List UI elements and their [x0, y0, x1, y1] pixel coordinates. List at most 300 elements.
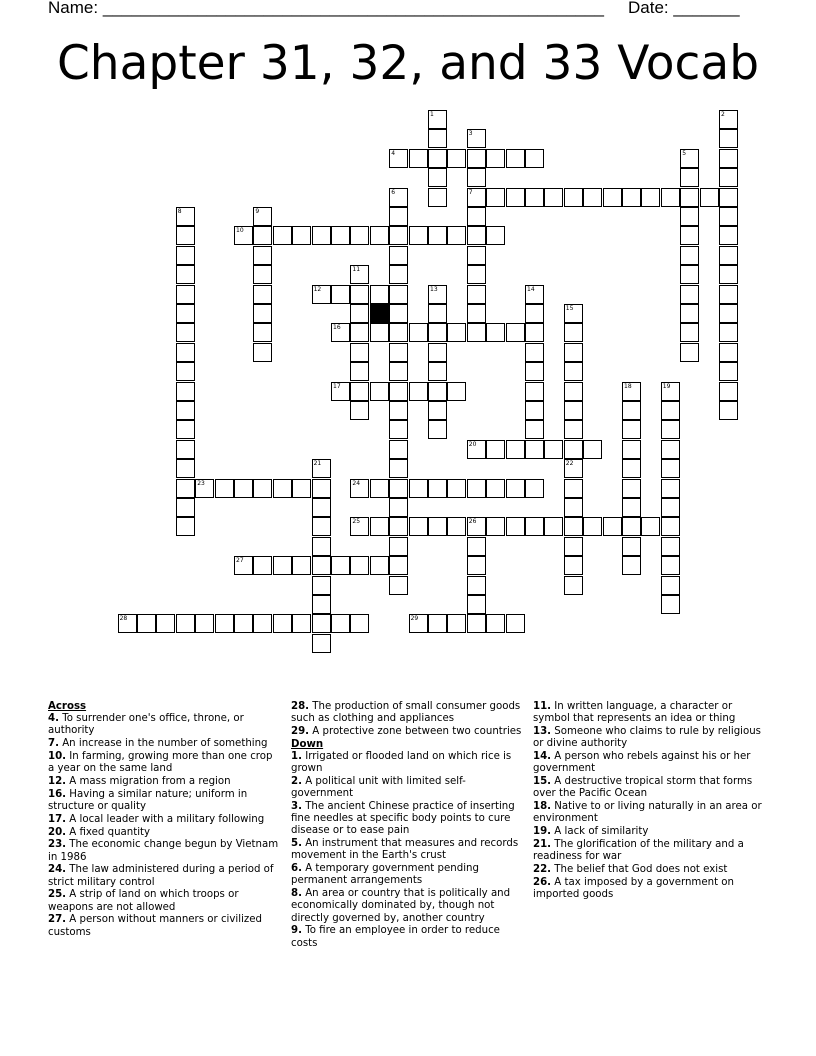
- grid-cell[interactable]: [331, 323, 350, 342]
- clue-num: 12.: [48, 776, 67, 787]
- clue-text: A protective zone between two countries: [309, 726, 522, 737]
- grid-cell[interactable]: [389, 246, 408, 265]
- grid-cell[interactable]: [486, 149, 505, 168]
- grid-cell[interactable]: [389, 440, 408, 459]
- grid-cell[interactable]: [525, 440, 544, 459]
- grid-cell[interactable]: [680, 226, 699, 245]
- grid-cell[interactable]: [428, 226, 447, 245]
- grid-cell[interactable]: [428, 517, 447, 536]
- clue-text: A political unit with limited self-government: [291, 776, 466, 800]
- grid-cell[interactable]: [331, 226, 350, 245]
- grid-cell[interactable]: [350, 382, 369, 401]
- grid-cell[interactable]: [312, 595, 331, 614]
- grid-cell[interactable]: [156, 614, 175, 633]
- grid-cell[interactable]: [389, 226, 408, 245]
- grid-cell[interactable]: [603, 517, 622, 536]
- grid-cell[interactable]: [719, 226, 738, 245]
- grid-cell[interactable]: [118, 614, 137, 633]
- grid-cell[interactable]: [525, 401, 544, 420]
- grid-cell[interactable]: [350, 614, 369, 633]
- grid-cell[interactable]: [603, 188, 622, 207]
- across-clue: [48, 789, 280, 813]
- grid-cell[interactable]: [428, 188, 447, 207]
- grid-cell[interactable]: [389, 149, 408, 168]
- grid-cell[interactable]: [467, 556, 486, 575]
- grid-cell[interactable]: [719, 246, 738, 265]
- grid-cell[interactable]: [389, 537, 408, 556]
- grid-cell[interactable]: [176, 285, 195, 304]
- grid-cell[interactable]: [428, 110, 447, 129]
- grid-cell[interactable]: [409, 323, 428, 342]
- grid-cell[interactable]: [389, 323, 408, 342]
- grid-cell[interactable]: [409, 149, 428, 168]
- grid-cell[interactable]: [428, 323, 447, 342]
- grid-cell[interactable]: [312, 634, 331, 653]
- grid-cell[interactable]: [312, 537, 331, 556]
- grid-cell[interactable]: [292, 479, 311, 498]
- grid-cell[interactable]: [428, 362, 447, 381]
- grid-cell[interactable]: [389, 498, 408, 517]
- grid-cell[interactable]: [215, 479, 234, 498]
- grid-cell[interactable]: [661, 498, 680, 517]
- grid-cell[interactable]: [622, 420, 641, 439]
- grid-cell[interactable]: [370, 517, 389, 536]
- grid-cell[interactable]: [176, 517, 195, 536]
- grid-cell[interactable]: [719, 149, 738, 168]
- grid-cell[interactable]: [641, 517, 660, 536]
- grid-cell[interactable]: [467, 323, 486, 342]
- grid-cell[interactable]: [389, 343, 408, 362]
- grid-cell[interactable]: [583, 440, 602, 459]
- grid-cell[interactable]: [331, 614, 350, 633]
- grid-cell[interactable]: [350, 401, 369, 420]
- grid-cell[interactable]: [544, 440, 563, 459]
- grid-cell[interactable]: [680, 304, 699, 323]
- clue-text: In farming, growing more than one crop a year on the same land: [48, 751, 273, 775]
- grid-cell[interactable]: [506, 614, 525, 633]
- grid-cell[interactable]: [467, 614, 486, 633]
- grid-cell[interactable]: [467, 188, 486, 207]
- grid-cell[interactable]: [525, 517, 544, 536]
- grid-cell[interactable]: [350, 265, 369, 284]
- grid-cell[interactable]: [428, 129, 447, 148]
- clues-column-1: [48, 701, 280, 939]
- grid-cell[interactable]: [176, 479, 195, 498]
- grid-cell[interactable]: [661, 479, 680, 498]
- grid-cell[interactable]: [564, 517, 583, 536]
- clue-num: 4.: [48, 713, 59, 725]
- grid-cell[interactable]: [389, 556, 408, 575]
- grid-cell[interactable]: [525, 343, 544, 362]
- clue-num: 23.: [48, 839, 67, 851]
- grid-cell[interactable]: [409, 226, 428, 245]
- black-square: [370, 304, 389, 323]
- grid-cell[interactable]: [564, 188, 583, 207]
- grid-cell[interactable]: [719, 207, 738, 226]
- page-title: Chapter 31, 32, and 33 Vocab: [56, 36, 760, 91]
- grid-cell[interactable]: [331, 556, 350, 575]
- grid-cell[interactable]: [176, 362, 195, 381]
- grid-cell[interactable]: [195, 614, 214, 633]
- grid-cell[interactable]: [234, 226, 253, 245]
- grid-cell[interactable]: [312, 614, 331, 633]
- grid-cell[interactable]: [525, 149, 544, 168]
- clue-text: The ancient Chinese practice of inserting fine needles at specific body points to cure disease or to ease pain: [291, 801, 515, 837]
- grid-cell[interactable]: [350, 479, 369, 498]
- grid-cell[interactable]: [312, 576, 331, 595]
- clue-text: A strip of land on which troops or weapons are not allowed: [48, 889, 239, 913]
- grid-cell[interactable]: [176, 459, 195, 478]
- grid-cell[interactable]: [409, 479, 428, 498]
- clue-text: Native to or living naturally in an area or environment: [533, 801, 762, 825]
- grid-cell[interactable]: [428, 479, 447, 498]
- clue-number: 1: [430, 111, 434, 118]
- clue-text: A person who rebels against his or her government: [533, 751, 751, 775]
- grid-cell[interactable]: [661, 537, 680, 556]
- grid-cell[interactable]: [486, 440, 505, 459]
- grid-cell[interactable]: [292, 614, 311, 633]
- grid-cell[interactable]: [312, 226, 331, 245]
- grid-cell[interactable]: [467, 440, 486, 459]
- grid-cell[interactable]: [350, 323, 369, 342]
- grid-cell[interactable]: [312, 479, 331, 498]
- grid-cell[interactable]: [622, 382, 641, 401]
- grid-cell[interactable]: [273, 226, 292, 245]
- grid-cell[interactable]: [176, 207, 195, 226]
- grid-cell[interactable]: [447, 479, 466, 498]
- grid-cell[interactable]: [661, 517, 680, 536]
- grid-cell[interactable]: [525, 420, 544, 439]
- grid-cell[interactable]: [467, 265, 486, 284]
- grid-cell[interactable]: [195, 479, 214, 498]
- grid-cell[interactable]: [389, 517, 408, 536]
- grid-cell[interactable]: [253, 304, 272, 323]
- grid-cell[interactable]: [370, 556, 389, 575]
- grid-cell[interactable]: [234, 614, 253, 633]
- grid-cell[interactable]: [506, 149, 525, 168]
- grid-cell[interactable]: [486, 188, 505, 207]
- grid-cell[interactable]: [564, 479, 583, 498]
- grid-cell[interactable]: [409, 614, 428, 633]
- grid-cell[interactable]: [389, 188, 408, 207]
- grid-cell[interactable]: [312, 459, 331, 478]
- grid-cell[interactable]: [661, 440, 680, 459]
- grid-cell[interactable]: [176, 323, 195, 342]
- grid-cell[interactable]: [253, 323, 272, 342]
- grid-cell[interactable]: [389, 285, 408, 304]
- grid-cell[interactable]: [719, 129, 738, 148]
- grid-cell[interactable]: [680, 168, 699, 187]
- grid-cell[interactable]: [467, 226, 486, 245]
- grid-cell[interactable]: [350, 343, 369, 362]
- grid-cell[interactable]: [370, 226, 389, 245]
- grid-cell[interactable]: [564, 576, 583, 595]
- grid-cell[interactable]: [447, 614, 466, 633]
- clue-number: 20: [468, 440, 477, 448]
- grid-cell[interactable]: [622, 517, 641, 536]
- grid-cell[interactable]: [176, 265, 195, 284]
- grid-cell[interactable]: [583, 517, 602, 536]
- grid-cell[interactable]: [700, 188, 719, 207]
- grid-cell[interactable]: [506, 517, 525, 536]
- grid-cell[interactable]: [680, 246, 699, 265]
- clue-text: Irrigated or flooded land on which rice is grown: [291, 751, 512, 775]
- across-clue: [48, 839, 280, 863]
- grid-cell[interactable]: [389, 382, 408, 401]
- grid-cell[interactable]: [719, 343, 738, 362]
- down-clue: [291, 801, 523, 838]
- grid-cell[interactable]: [467, 149, 486, 168]
- grid-cell[interactable]: [176, 226, 195, 245]
- grid-cell[interactable]: [622, 537, 641, 556]
- grid-cell[interactable]: [486, 517, 505, 536]
- grid-cell[interactable]: [253, 226, 272, 245]
- grid-cell[interactable]: [253, 614, 272, 633]
- grid-cell[interactable]: [331, 382, 350, 401]
- grid-cell[interactable]: [506, 323, 525, 342]
- grid-cell[interactable]: [253, 207, 272, 226]
- grid-cell[interactable]: [525, 304, 544, 323]
- clue-number: 16: [333, 324, 341, 332]
- grid-cell[interactable]: [292, 556, 311, 575]
- grid-cell[interactable]: [719, 304, 738, 323]
- grid-cell[interactable]: [234, 479, 253, 498]
- grid-cell[interactable]: [389, 401, 408, 420]
- clue-text: The belief that God does not exist: [551, 863, 728, 875]
- grid-cell[interactable]: [428, 168, 447, 187]
- clue-number: 8: [177, 208, 182, 215]
- grid-cell[interactable]: [661, 459, 680, 478]
- grid-cell[interactable]: [447, 226, 466, 245]
- grid-cell[interactable]: [389, 207, 408, 226]
- grid-cell[interactable]: [428, 614, 447, 633]
- grid-cell[interactable]: [428, 420, 447, 439]
- grid-cell[interactable]: [661, 556, 680, 575]
- grid-cell[interactable]: [176, 382, 195, 401]
- grid-cell[interactable]: [428, 401, 447, 420]
- grid-cell[interactable]: [467, 576, 486, 595]
- grid-cell[interactable]: [467, 207, 486, 226]
- clue-text: To surrender one's office, throne, or authority: [48, 713, 244, 737]
- grid-cell[interactable]: [467, 517, 486, 536]
- across-clue: [48, 889, 280, 913]
- grid-cell[interactable]: [176, 614, 195, 633]
- grid-cell[interactable]: [719, 401, 738, 420]
- grid-cell[interactable]: [661, 420, 680, 439]
- grid-cell[interactable]: [176, 246, 195, 265]
- grid-cell[interactable]: [428, 382, 447, 401]
- grid-cell[interactable]: [292, 226, 311, 245]
- grid-cell[interactable]: [253, 285, 272, 304]
- grid-cell[interactable]: [525, 382, 544, 401]
- grid-cell[interactable]: [564, 498, 583, 517]
- grid-cell[interactable]: [486, 479, 505, 498]
- grid-cell[interactable]: [447, 382, 466, 401]
- grid-cell[interactable]: [389, 362, 408, 381]
- grid-cell[interactable]: [719, 110, 738, 129]
- grid-cell[interactable]: [680, 285, 699, 304]
- grid-cell[interactable]: [661, 382, 680, 401]
- grid-cell[interactable]: [564, 362, 583, 381]
- grid-cell[interactable]: [622, 401, 641, 420]
- grid-cell[interactable]: [447, 149, 466, 168]
- grid-cell[interactable]: [176, 420, 195, 439]
- grid-cell[interactable]: [661, 188, 680, 207]
- grid-cell[interactable]: [467, 246, 486, 265]
- grid-cell[interactable]: [680, 207, 699, 226]
- grid-cell[interactable]: [622, 459, 641, 478]
- grid-cell[interactable]: [137, 614, 156, 633]
- grid-cell[interactable]: [641, 188, 660, 207]
- grid-cell[interactable]: [215, 614, 234, 633]
- grid-cell[interactable]: [350, 556, 369, 575]
- grid-cell[interactable]: [583, 188, 602, 207]
- grid-cell[interactable]: [176, 304, 195, 323]
- grid-cell[interactable]: [428, 343, 447, 362]
- grid-cell[interactable]: [370, 382, 389, 401]
- grid-cell[interactable]: [370, 285, 389, 304]
- down-clue: [533, 776, 765, 800]
- grid-cell[interactable]: [234, 556, 253, 575]
- clue-number: 27: [236, 557, 244, 565]
- grid-cell[interactable]: [273, 479, 292, 498]
- grid-cell[interactable]: [273, 614, 292, 633]
- grid-cell[interactable]: [622, 479, 641, 498]
- grid-cell[interactable]: [564, 459, 583, 478]
- clue-num: 25.: [48, 889, 67, 901]
- clue-number: 4: [391, 149, 396, 157]
- grid-cell[interactable]: [350, 285, 369, 304]
- grid-cell[interactable]: [467, 168, 486, 187]
- clue-number: 21: [313, 460, 322, 468]
- grid-cell[interactable]: [661, 595, 680, 614]
- grid-cell[interactable]: [312, 556, 331, 575]
- clue-num: 19.: [533, 826, 552, 837]
- grid-cell[interactable]: [564, 304, 583, 323]
- grid-cell[interactable]: [680, 188, 699, 207]
- grid-cell[interactable]: [719, 382, 738, 401]
- grid-cell[interactable]: [389, 420, 408, 439]
- grid-cell[interactable]: [253, 343, 272, 362]
- grid-cell[interactable]: [350, 304, 369, 323]
- grid-cell[interactable]: [661, 576, 680, 595]
- grid-cell[interactable]: [564, 401, 583, 420]
- grid-cell[interactable]: [564, 556, 583, 575]
- across-clue: [48, 864, 280, 888]
- grid-cell[interactable]: [564, 440, 583, 459]
- grid-cell[interactable]: [467, 537, 486, 556]
- grid-cell[interactable]: [467, 285, 486, 304]
- grid-cell[interactable]: [467, 479, 486, 498]
- grid-cell[interactable]: [389, 265, 408, 284]
- grid-cell[interactable]: [389, 479, 408, 498]
- grid-cell[interactable]: [525, 285, 544, 304]
- grid-cell[interactable]: [506, 440, 525, 459]
- grid-cell[interactable]: [467, 304, 486, 323]
- clue-num: 24.: [48, 864, 67, 876]
- grid-cell[interactable]: [525, 362, 544, 381]
- clue-num: 10.: [48, 751, 67, 762]
- grid-cell[interactable]: [176, 498, 195, 517]
- grid-cell[interactable]: [525, 188, 544, 207]
- grid-cell[interactable]: [350, 517, 369, 536]
- grid-cell[interactable]: [389, 576, 408, 595]
- grid-cell[interactable]: [719, 188, 738, 207]
- grid-cell[interactable]: [176, 343, 195, 362]
- grid-cell[interactable]: [680, 343, 699, 362]
- grid-cell[interactable]: [409, 382, 428, 401]
- grid-cell[interactable]: [389, 304, 408, 323]
- across-clue: [48, 776, 280, 788]
- grid-cell[interactable]: [350, 362, 369, 381]
- grid-cell[interactable]: [525, 479, 544, 498]
- grid-cell[interactable]: [253, 246, 272, 265]
- grid-cell[interactable]: [176, 440, 195, 459]
- grid-cell[interactable]: [486, 614, 505, 633]
- grid-cell[interactable]: [447, 517, 466, 536]
- grid-cell[interactable]: [486, 226, 505, 245]
- down-clue: [533, 839, 765, 863]
- grid-cell[interactable]: [409, 517, 428, 536]
- grid-cell[interactable]: [428, 304, 447, 323]
- grid-cell[interactable]: [467, 129, 486, 148]
- grid-cell[interactable]: [525, 323, 544, 342]
- grid-cell[interactable]: [331, 285, 350, 304]
- grid-cell[interactable]: [253, 265, 272, 284]
- grid-cell[interactable]: [428, 285, 447, 304]
- grid-cell[interactable]: [506, 188, 525, 207]
- grid-cell[interactable]: [719, 168, 738, 187]
- grid-cell[interactable]: [544, 517, 563, 536]
- grid-cell[interactable]: [719, 362, 738, 381]
- grid-cell[interactable]: [312, 285, 331, 304]
- grid-cell[interactable]: [370, 323, 389, 342]
- grid-cell[interactable]: [370, 479, 389, 498]
- grid-cell[interactable]: [680, 323, 699, 342]
- grid-cell[interactable]: [253, 556, 272, 575]
- grid-cell[interactable]: [622, 498, 641, 517]
- grid-cell[interactable]: [564, 420, 583, 439]
- grid-cell[interactable]: [622, 440, 641, 459]
- grid-cell[interactable]: [661, 401, 680, 420]
- grid-cell[interactable]: [564, 343, 583, 362]
- grid-cell[interactable]: [719, 265, 738, 284]
- grid-cell[interactable]: [428, 149, 447, 168]
- grid-cell[interactable]: [544, 188, 563, 207]
- grid-cell[interactable]: [564, 382, 583, 401]
- grid-cell[interactable]: [564, 537, 583, 556]
- grid-cell[interactable]: [253, 479, 272, 498]
- grid-cell[interactable]: [467, 595, 486, 614]
- grid-cell[interactable]: [273, 556, 292, 575]
- grid-cell[interactable]: [564, 323, 583, 342]
- grid-cell[interactable]: [350, 226, 369, 245]
- grid-cell[interactable]: [622, 556, 641, 575]
- grid-cell[interactable]: [506, 479, 525, 498]
- grid-cell[interactable]: [447, 323, 466, 342]
- grid-cell[interactable]: [680, 149, 699, 168]
- grid-cell[interactable]: [719, 323, 738, 342]
- grid-cell[interactable]: [389, 459, 408, 478]
- grid-cell[interactable]: [719, 285, 738, 304]
- grid-cell[interactable]: [486, 323, 505, 342]
- grid-cell[interactable]: [176, 401, 195, 420]
- grid-cell[interactable]: [312, 498, 331, 517]
- grid-cell[interactable]: [680, 265, 699, 284]
- grid-cell[interactable]: [622, 188, 641, 207]
- grid-cell[interactable]: [312, 517, 331, 536]
- clue-text: A destructive tropical storm that forms over the Pacific Ocean: [533, 776, 753, 800]
